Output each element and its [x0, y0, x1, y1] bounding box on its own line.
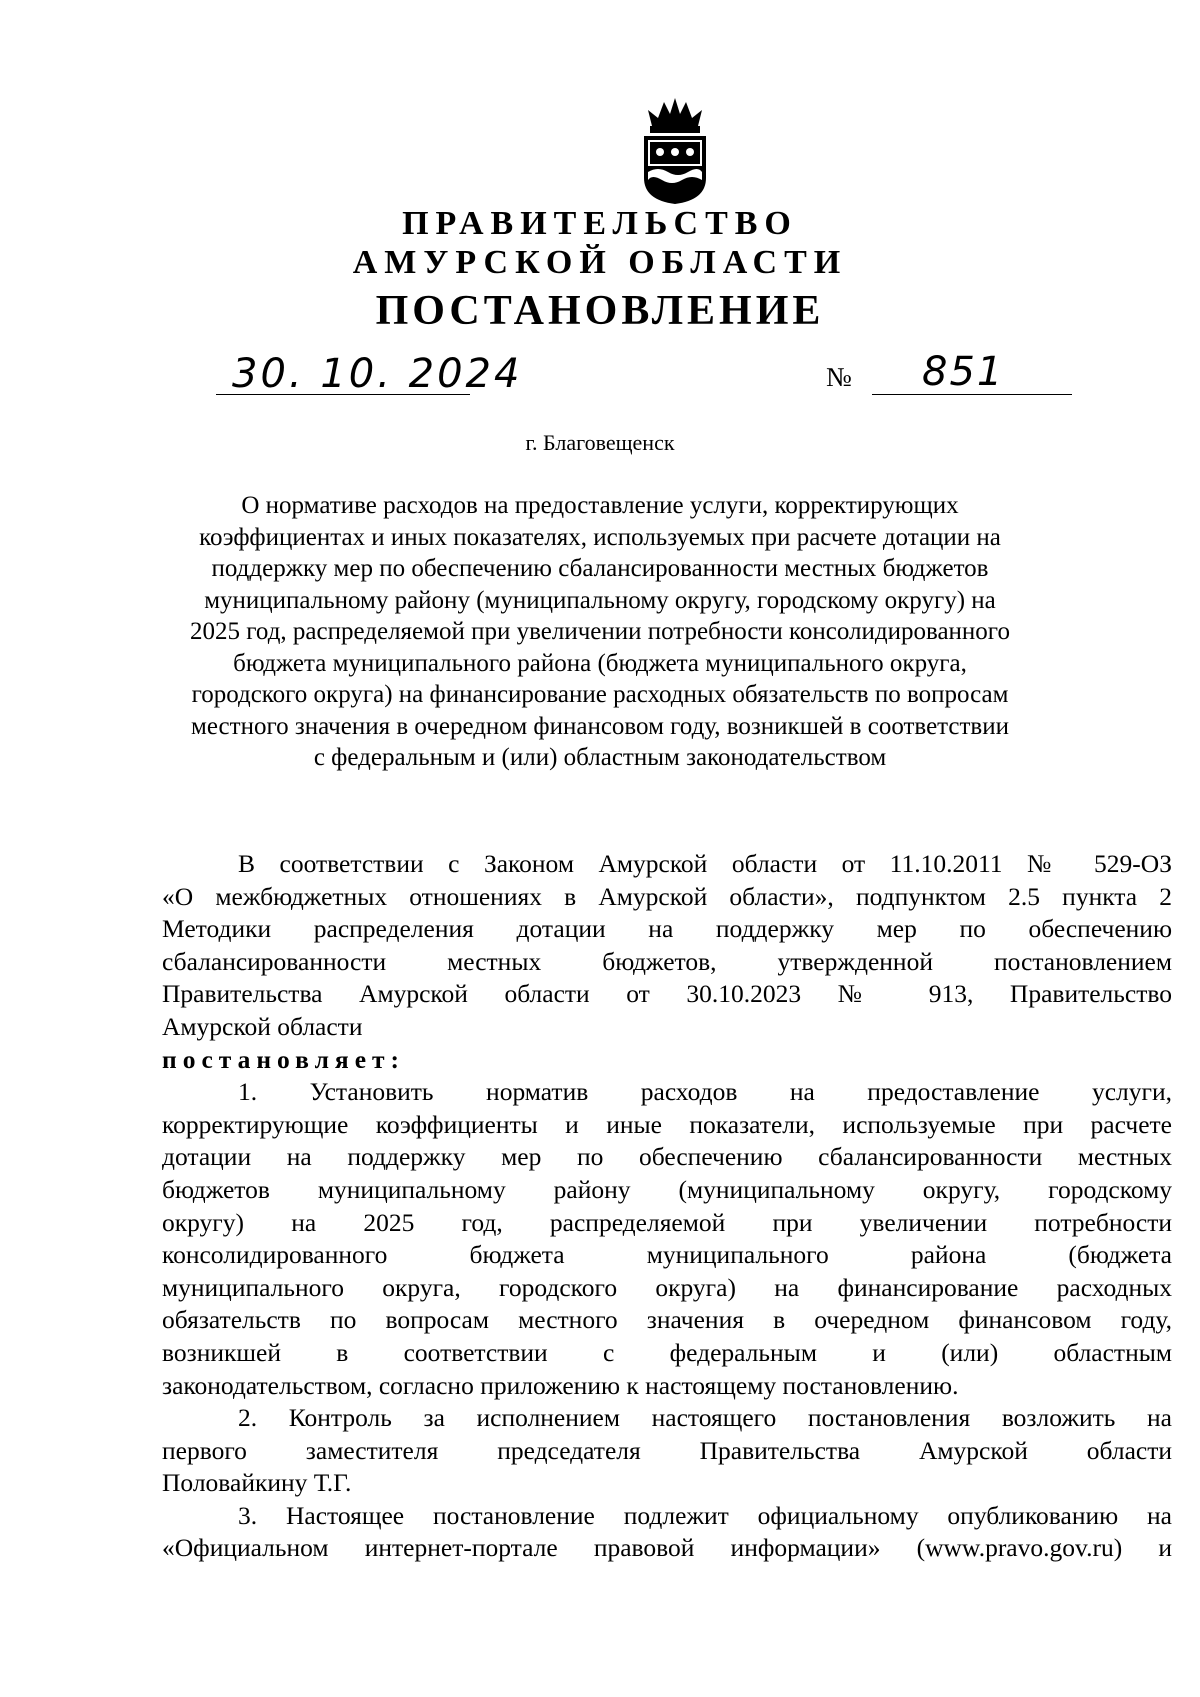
document-date: 30. 10. 2024: [232, 351, 523, 397]
preamble-line: Правительства Амурской области от 30.10.2023 № 913, Правительство: [162, 979, 1172, 1009]
item2-line: Половайкину Т.Г.: [162, 1468, 352, 1498]
number-underline: [872, 394, 1072, 395]
org-name-line2: АМУРСКОЙ ОБЛАСТИ: [352, 244, 848, 281]
item3-line: 3. Настоящее постановление подлежит официальному опубликованию на: [238, 1500, 1172, 1530]
document-subject: [150, 490, 1050, 774]
item1-line: бюджетов муниципальному району (муниципальному округу, городскому: [162, 1174, 1172, 1204]
resolves-heading: постановляет:: [162, 1044, 406, 1074]
amur-oblast-coat-of-arms-icon: [638, 96, 712, 206]
item2-line: 2. Контроль за исполнением настоящего постановления возложить на: [238, 1403, 1172, 1433]
preamble-line: Методики распределения дотации на поддержку мер по обеспечению: [162, 914, 1172, 944]
item1-line: возникшей в соответствии с федеральным и (или) областным: [162, 1337, 1172, 1367]
item1-line: консолидированного бюджета муниципального района (бюджета: [162, 1240, 1172, 1270]
preamble-line: сбалансированности местных бюджетов, утвержденной постановлением: [162, 946, 1172, 976]
subject-line: О нормативе расходов на предоставление услуги, корректирующих: [241, 492, 959, 519]
subject-line: поддержку мер по обеспечению сбалансированности местных бюджетов: [211, 555, 989, 582]
item2-line: первого заместителя председателя Правительства Амурской области: [162, 1435, 1172, 1465]
item3-line: «Официальном интернет-портале правовой информации» (www.pravo.gov.ru) и: [162, 1533, 1172, 1563]
item1-line: 1. Установить норматив расходов на предоставление услуги,: [238, 1077, 1172, 1107]
city: г. Благовещенск: [525, 430, 675, 455]
org-name-line1: ПРАВИТЕЛЬСТВО: [402, 205, 798, 242]
subject-line: 2025 год, распределяемой при увеличении потребности консолидированного: [190, 618, 1010, 645]
document-type: ПОСТАНОВЛЕНИЕ: [375, 288, 825, 334]
preamble-line: Амурской области: [162, 1011, 363, 1041]
item1-line: корректирующие коэффициенты и иные показатели, используемые при расчете: [162, 1109, 1172, 1139]
item1-line: округу) на 2025 год, распределяемой при увеличении потребности: [162, 1207, 1172, 1237]
subject-line: бюджета муниципального района (бюджета муниципального округа,: [233, 649, 967, 677]
date-underline: [216, 394, 470, 395]
item1-line: дотации на поддержку мер по обеспечению сбалансированности местных: [162, 1142, 1172, 1172]
subject-line: городского округа) на финансирование расходных обязательств по вопросам: [191, 681, 1009, 708]
subject-line: местного значения в очередном финансовом году, возникшей в соответствии: [191, 712, 1009, 740]
document-body: [162, 848, 1172, 1565]
preamble-line: «О межбюджетных отношениях в Амурской области», подпунктом 2.5 пункта 2: [162, 881, 1172, 911]
subject-line: муниципальному району (муниципальному округу, городскому округу) на: [204, 586, 996, 614]
subject-line: с федеральным и (или) областным законодательством: [313, 744, 887, 771]
subject-line: коэффициентах и иных показателях, используемых при расчете дотации на: [199, 523, 1001, 551]
number-sign: №: [826, 362, 852, 392]
item1-line: обязательств по вопросам местного значения в очередном финансовом году,: [162, 1305, 1172, 1335]
item1-line: муниципального округа, городского округа) на финансирование расходных: [162, 1272, 1172, 1302]
preamble-line: В соответствии с Законом Амурской области от 11.10.2011 № 529-ОЗ: [238, 849, 1172, 878]
item1-line: законодательством, согласно приложению к настоящему постановлению.: [162, 1370, 959, 1400]
document-number: 851: [922, 349, 1005, 395]
